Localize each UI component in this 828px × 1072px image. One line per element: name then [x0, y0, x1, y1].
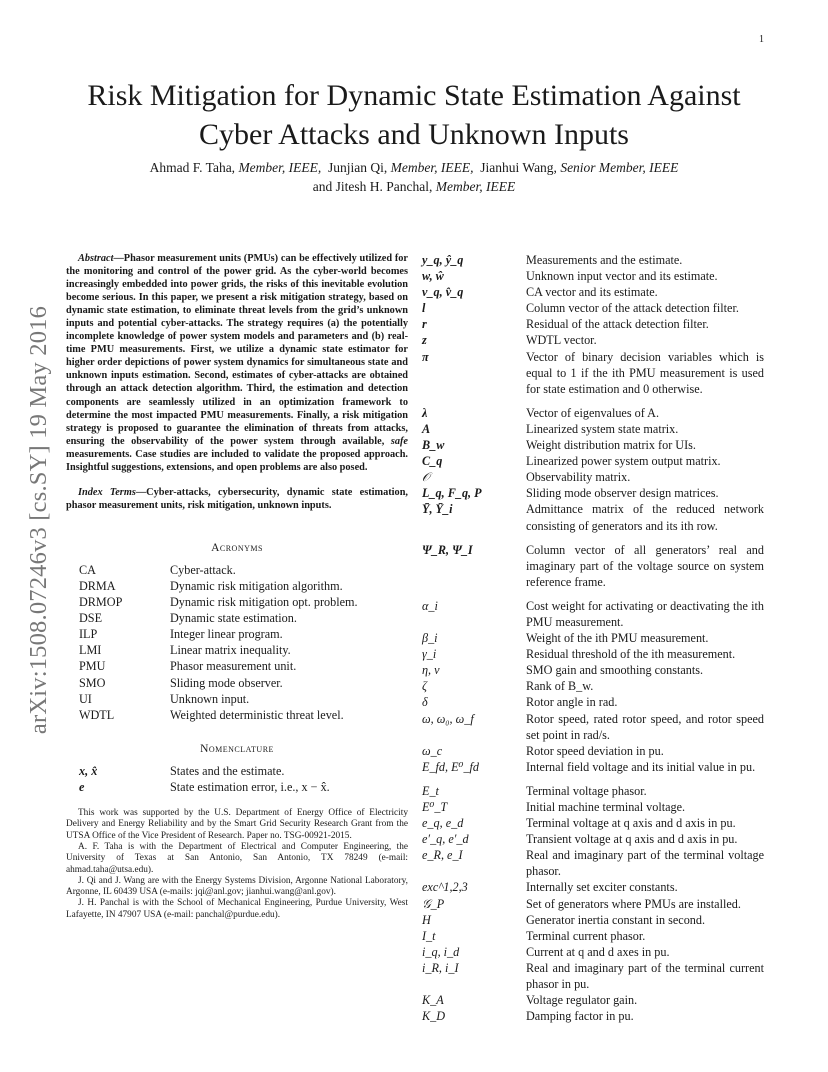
table-row	[66, 675, 408, 691]
symbol: r	[422, 317, 427, 332]
nomenclature-row	[420, 469, 764, 485]
right-column-nomenclature	[420, 252, 764, 1024]
symbol-description: Linearized power system output matrix.	[526, 454, 721, 469]
author-role: Member, IEEE,	[390, 160, 474, 175]
symbol-description: Admittance matrix of the reduced network consisting of generators and its ith row.	[526, 502, 764, 533]
symbol-description: Unknown input vector and its estimate.	[526, 269, 718, 284]
nomenclature-row	[420, 284, 764, 300]
symbol: e_q, e_d	[422, 816, 464, 831]
nomenclature-row	[420, 485, 764, 501]
table-row	[66, 626, 408, 642]
abstract-text-end: measurements. Case studies are included to validate the proposed approach. Insightful suggestions, extensions, and open problems are also posed.	[66, 448, 408, 473]
table-row	[66, 691, 408, 707]
table-row	[66, 642, 408, 658]
term: CA	[79, 562, 96, 577]
arxiv-stamp	[14, 260, 64, 780]
symbol: C_q	[422, 454, 443, 469]
arxiv-stamp-text: arXiv:1508.07246v3 [cs.SY] 19 May 2016	[25, 305, 52, 735]
symbol: e_R, e_I	[422, 848, 463, 863]
definition: States and the estimate.	[170, 763, 285, 778]
nomenclature-row	[420, 349, 764, 397]
symbol-description: Cost weight for activating or deactivating the ith PMU measurement.	[526, 598, 764, 629]
symbol-description: Real and imaginary part of the terminal current phasor in pu.	[526, 960, 764, 992]
definition: Dynamic state estimation.	[170, 611, 297, 626]
term: WDTL	[79, 707, 115, 722]
acronyms-heading	[66, 542, 408, 554]
nomenclature-row	[420, 711, 764, 743]
symbol-description: Terminal current phasor.	[526, 928, 646, 943]
definition: Phasor measurement unit.	[170, 659, 297, 674]
term: e	[79, 779, 85, 794]
index-terms	[66, 486, 408, 512]
nomenclature-row	[420, 646, 764, 662]
table-row	[66, 562, 408, 578]
nomenclature-row	[420, 542, 764, 590]
symbol: γ_i	[422, 647, 437, 662]
symbol-description: Set of generators where PMUs are installed.	[526, 896, 741, 911]
nomenclature-heading	[66, 743, 408, 755]
term: UI	[79, 691, 92, 706]
nomenclature-row	[420, 501, 764, 533]
table-row	[66, 707, 408, 723]
symbol: A	[422, 421, 431, 436]
definition: Dynamic risk mitigation opt. problem.	[170, 595, 358, 610]
nomenclature-row	[420, 944, 764, 960]
author-list	[60, 158, 768, 196]
footnote-paragraph: This work was supported by the U.S. Department of Energy Office of Electricity Delivery and Energy Reliability and by the Smart Grid Security Research Grant from the UTSA Office of the Vice President of Research. Paper no. TSG-00921-2015.	[66, 808, 408, 841]
nomenclature-row	[420, 960, 764, 992]
symbol-description: Generator inertia constant in second.	[526, 912, 706, 927]
symbol: w, ŵ	[422, 269, 444, 284]
symbol: Ȳ, Ȳ_i	[422, 502, 453, 517]
author-line-1	[60, 158, 768, 177]
symbol: K_D	[422, 1009, 446, 1024]
symbol-description: Column vector of the attack detection filter.	[526, 301, 739, 316]
acronyms-heading-text: Acronyms	[211, 541, 263, 554]
footnotes	[66, 808, 408, 921]
symbol-description: Rotor speed, rated rotor speed, and rotor speed set point in rad/s.	[526, 711, 764, 742]
symbol: B_w	[422, 438, 445, 453]
symbol: ζ	[422, 679, 427, 694]
page-number: 1	[759, 34, 764, 45]
symbol-description: Observability matrix.	[526, 470, 631, 485]
symbol-description: Terminal voltage at q axis and d axis in pu.	[526, 816, 736, 831]
symbol: z	[422, 333, 427, 348]
nomenclature-row	[420, 1008, 764, 1024]
symbol-description: WDTL vector.	[526, 333, 597, 348]
nomenclature-row	[420, 694, 764, 710]
nomenclature-row	[420, 405, 764, 421]
abstract-emphasis: safe	[390, 435, 408, 447]
abstract	[66, 252, 408, 474]
nomenclature-row	[420, 847, 764, 879]
symbol-description: Voltage regulator gain.	[526, 993, 638, 1008]
acronyms-table	[66, 562, 408, 723]
footnote-paragraph: A. F. Taha is with the Department of Electrical and Computer Engineering, the University of Texas at San Antonio, San Antonio, TX 78249 (e-mail: ahmad.taha@utsa.edu).	[66, 841, 408, 875]
table-row	[66, 594, 408, 610]
symbol: β_i	[422, 631, 438, 646]
symbol-description: Column vector of all generators’ real and imaginary part of the voltage source on system reference frame.	[526, 542, 764, 589]
index-terms-label: Index Terms	[78, 486, 136, 498]
symbol: ω_c	[422, 743, 443, 758]
author-name: Junjian Qi,	[321, 160, 391, 175]
symbol: ω, ω₀, ω_f	[422, 711, 474, 726]
index-terms-text: —Cyber-attacks, cybersecurity, dynamic state estimation, phasor measurement units, risk mitigation, unknown inputs.	[66, 486, 408, 511]
symbol: E_t	[422, 783, 439, 798]
nomenclature-table	[66, 763, 408, 795]
term: LMI	[79, 643, 102, 658]
symbol-description: Internally set exciter constants.	[526, 880, 678, 895]
spacer	[420, 590, 764, 598]
nomenclature-row	[420, 831, 764, 847]
nomenclature-row	[420, 630, 764, 646]
term: DSE	[79, 611, 103, 626]
nomenclature-row	[420, 896, 764, 912]
abstract-label: Abstract	[78, 253, 114, 264]
symbol-description: Weight distribution matrix for UIs.	[526, 438, 696, 453]
spacer	[420, 534, 764, 542]
nomenclature-row	[420, 759, 764, 775]
symbol: δ	[422, 695, 428, 710]
nomenclature-row	[420, 743, 764, 759]
symbol: v_q, v̂_q	[422, 285, 464, 300]
nomenclature-row	[420, 992, 764, 1008]
definition: State estimation error, i.e., x − x̂.	[170, 779, 330, 794]
symbol: 𝒪	[422, 470, 430, 485]
symbol: i_R, i_I	[422, 960, 459, 975]
symbol-description: Terminal voltage phasor.	[526, 783, 647, 798]
symbol-description: Residual threshold of the ith measurement.	[526, 647, 736, 662]
nomenclature-row	[420, 598, 764, 630]
author-role: Member, IEEE,	[238, 160, 322, 175]
symbol: E⁰_T	[422, 800, 448, 814]
symbol: π	[422, 349, 429, 364]
symbol: λ	[422, 405, 428, 420]
definition: Dynamic risk mitigation algorithm.	[170, 578, 343, 593]
symbol: l	[422, 301, 426, 316]
symbol-description: Weight of the ith PMU measurement.	[526, 631, 709, 646]
symbol-description: Real and imaginary part of the terminal voltage phasor.	[526, 848, 764, 879]
paper-title: Risk Mitigation for Dynamic State Estimation Against Cyber Attacks and Unknown Inputs	[87, 79, 741, 151]
symbol: η, ν	[422, 663, 440, 678]
symbol: exc^1,2,3	[422, 880, 468, 895]
definition: Unknown input.	[170, 691, 250, 706]
term: PMU	[79, 659, 106, 674]
nomenclature-row	[420, 437, 764, 453]
symbol-description: SMO gain and smoothing constants.	[526, 663, 704, 678]
nomenclature-row	[420, 453, 764, 469]
definition: Linear matrix inequality.	[170, 643, 291, 658]
definition: Sliding mode observer.	[170, 675, 283, 690]
term: DRMA	[79, 578, 116, 593]
author-name: Ahmad F. Taha,	[149, 160, 239, 175]
table-row	[66, 610, 408, 626]
definition: Integer linear program.	[170, 627, 283, 642]
nomenclature-row	[420, 421, 764, 437]
symbol: α_i	[422, 598, 438, 613]
nomenclature-row	[420, 928, 764, 944]
symbol-description: CA vector and its estimate.	[526, 285, 658, 300]
term: x, x̂	[79, 763, 98, 778]
nomenclature-row	[420, 252, 764, 268]
symbol-description: Damping factor in pu.	[526, 1009, 634, 1024]
footnote-paragraph: J. H. Panchal is with the School of Mechanical Engineering, Purdue University, West Lafayette, IN 47907 USA (e-mail: panchal@purdue.edu).	[66, 898, 408, 920]
author-role: Member, IEEE	[435, 179, 516, 194]
symbol-description: Initial machine terminal voltage.	[526, 800, 686, 814]
symbol: H	[422, 912, 431, 927]
abstract-text: —Phasor measurement units (PMUs) can be effectively utilized for the monitoring and control of the power grid. As the cyber-world becomes increasingly embedded into power grids, the risks of this inevitable evolution become serious. In this paper, we present a risk mitigation strategy, based on dynamic state estimation, to eliminate threat levels from the grid’s unknown inputs and potential cyber-attacks. The strategy requires (a) the potentially incomplete knowledge of power system models and parameters and (b) real-time PMU measurements. First, we utilize a dynamic state estimator for higher order depictions of power system dynamics for simultaneous state and unknown inputs estimation. Second, estimates of cyber-attacks are obtained through an attack detection algorithm. Third, the estimation and detection components are seamlessly utilized in an optimization framework to determine the most impacted PMU measurements. Finally, a risk mitigation strategy is proposed to guarantee the elimination of threats from attacks, ensuring the observability of the power system through available,	[66, 253, 408, 447]
symbol-description: Current at q and d axes in pu.	[526, 944, 670, 959]
symbol-description: Vector of binary decision variables which is equal to 1 if the ith PMU measurement is used for state estimation and 0 otherwise.	[526, 349, 764, 396]
author-role: Senior Member, IEEE	[560, 160, 679, 175]
left-column	[66, 252, 408, 921]
symbol: K_A	[422, 993, 444, 1008]
symbol-description: Vector of eigenvalues of A.	[526, 405, 660, 420]
symbol: e′_q, e′_d	[422, 832, 469, 847]
table-row	[66, 779, 408, 795]
table-row	[66, 578, 408, 594]
symbol-description: Linearized system state matrix.	[526, 421, 679, 436]
symbol-description: Rotor speed deviation in pu.	[526, 743, 664, 758]
table-row	[66, 763, 408, 779]
symbol-description: Measurements and the estimate.	[526, 253, 683, 267]
nomenclature-heading-text: Nomenclature	[200, 742, 274, 755]
symbol-description: Internal field voltage and its initial value in pu.	[526, 759, 756, 774]
nomenclature-row	[420, 332, 764, 348]
symbol: E_fd, E⁰_fd	[422, 759, 480, 774]
symbol-description: Sliding mode observer design matrices.	[526, 486, 719, 501]
spacer	[420, 397, 764, 405]
nomenclature-row	[420, 268, 764, 284]
symbol: i_q, i_d	[422, 944, 460, 959]
nomenclature-row	[420, 783, 764, 799]
nomenclature-row	[420, 912, 764, 928]
symbol: 𝒢_P	[422, 896, 445, 911]
term: ILP	[79, 627, 98, 642]
symbol: y_q, ŷ_q	[422, 253, 464, 267]
symbol-description: Rank of B_w.	[526, 679, 594, 694]
spacer	[420, 775, 764, 783]
definition: Weighted deterministic threat level.	[170, 707, 344, 722]
term: SMO	[79, 675, 106, 690]
nomenclature-row	[420, 799, 764, 815]
nomenclature-row	[420, 662, 764, 678]
nomenclature-row	[420, 815, 764, 831]
symbol: Ψ_R, Ψ_I	[422, 542, 473, 557]
symbol-description: Rotor angle in rad.	[526, 695, 618, 710]
author-line-2	[60, 177, 768, 196]
nomenclature-row	[420, 316, 764, 332]
symbol-description: Transient voltage at q axis and d axis in pu.	[526, 832, 738, 847]
term: DRMOP	[79, 595, 123, 610]
nomenclature-row	[420, 879, 764, 895]
author-name: and Jitesh H. Panchal,	[312, 179, 436, 194]
symbol: I_t	[422, 928, 436, 943]
definition: Cyber-attack.	[170, 562, 236, 577]
footnote-paragraph: J. Qi and J. Wang are with the Energy Systems Division, Argonne National Laboratory, Argonne, IL 60439 USA (e-mails: jqi@anl.gov; jianhui.wang@anl.gov).	[66, 875, 408, 898]
nomenclature-row	[420, 678, 764, 694]
nomenclature-row	[420, 300, 764, 316]
table-row	[66, 658, 408, 674]
author-name: Jianhui Wang,	[473, 160, 561, 175]
symbol: L_q, F_q, P	[422, 486, 482, 501]
symbol-description: Residual of the attack detection filter.	[526, 317, 709, 332]
